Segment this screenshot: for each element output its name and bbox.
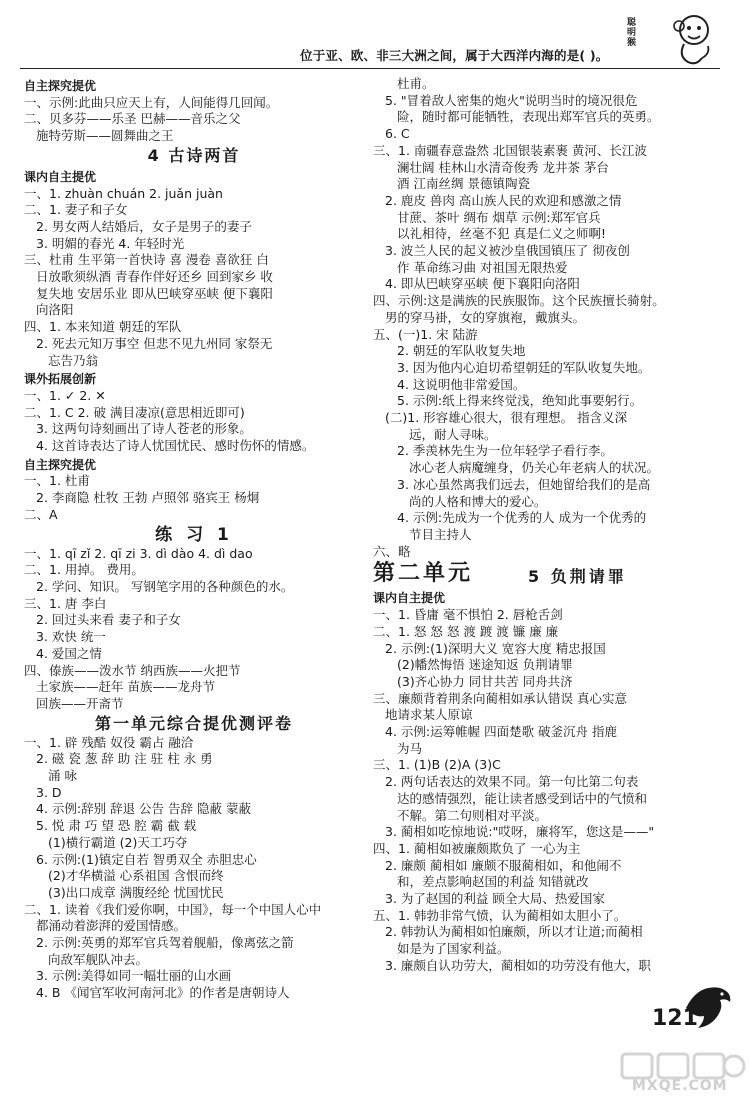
answer-line: 3. D (36, 784, 62, 800)
answer-line: 五、(一)1. 宋 陆游 (373, 326, 478, 342)
answer-line: 2. 鹿皮 兽肉 高山族人民的欢迎和感激之情 (385, 192, 622, 208)
answer-line: 复失地 安居乐业 即从巴峡穿巫峡 便下襄阳 (36, 285, 273, 301)
answer-line: (3)出口成章 满腹经纶 忧国忧民 (48, 884, 224, 900)
answer-line: 忘告乃翁 (48, 352, 99, 368)
answer-line: 三、1. (1)B (2)A (3)C (373, 757, 501, 773)
answer-line: 作 革命练习曲 对祖国无限热爱 (397, 259, 568, 275)
answer-line: 二、1. C 2. 破 满目凄凉(意思相近即可) (24, 404, 245, 420)
answer-line: 四、傣族——泼水节 纳西族——火把节 (24, 662, 241, 678)
answer-line: 尚的人格和博大的爱心。 (409, 493, 547, 509)
answer-line: 四、1. 蔺相如被廉颇欺负了 一心为主 (373, 840, 581, 856)
answer-line: 三、1. 南疆春意盎然 北国银装素裹 黄河、长江波 (373, 142, 647, 158)
left-column (24, 76, 364, 1002)
answer-line: 2. 示例:(1)深明大义 宽容大度 精忠报国 (385, 640, 606, 656)
right-column (373, 76, 713, 975)
answer-line: 一、1. qī zǐ 2. qī zi 3. dì dào 4. dì dao (24, 545, 253, 561)
answer-line: 日放歌须纵酒 青春作伴好还乡 回到家乡 收 (36, 269, 273, 285)
section-label: 课内自主提优 (373, 591, 446, 606)
answer-line: 杜甫。 (397, 76, 435, 91)
answer-line: 远，耐人寻味。 (409, 426, 497, 442)
answer-line: 5. 示例:纸上得来终觉浅，绝知此事要躬行。 (397, 393, 643, 409)
answer-line: (1)横行霸道 (2)天工巧夺 (48, 834, 188, 850)
section-label: 自主探究提优 (24, 79, 97, 93)
answer-line: 节目主持人 (409, 526, 472, 542)
answer-line: 三、杜甫 生平第一首快诗 喜 漫卷 喜欲狂 白 (24, 252, 269, 268)
answer-line: 二、1. 读着《我们爱你啊，中国》，每一个中国人心中 (24, 901, 322, 917)
section-title: 4 古诗两首 (147, 145, 241, 165)
answer-line: 都涌动着澎湃的爱国情感。 (36, 918, 187, 934)
answer-line: 施特劳斯——圆舞曲之王 (36, 128, 174, 144)
answer-line: 四、示例:这是满族的民族服饰。这个民族擅长骑射。 (373, 293, 665, 309)
answer-line: 五、1. 韩勃非常气愤，认为蔺相如太胆小了。 (373, 907, 627, 923)
header-rule (20, 68, 720, 69)
section-title: 第一单元综合提优测评卷 (94, 713, 293, 733)
watermark-text: MXQE.COM (632, 1078, 728, 1094)
lesson-title: 5 负荆请罪 (528, 567, 627, 587)
answer-line: 3. 廉颇自认功劳大，蔺相如的功劳没有他大，职 (385, 957, 651, 973)
answer-line: 3. 为了赵国的利益 顾全大局、热爱国家 (385, 891, 605, 907)
answer-line: 4. 示例:辞别 辞退 公告 告辞 隐蔽 蒙蔽 (36, 801, 251, 817)
answer-line: 5. "冒着敌人密集的炮火"说明当时的境况很危 (385, 92, 638, 108)
answer-line: 以礼相待，丝毫不犯 真是仁义之师啊! (397, 226, 606, 242)
answer-line: 涌 咏 (48, 768, 77, 784)
answer-line: (3)齐心协力 同甘共苦 同舟共济 (397, 673, 573, 689)
answer-line: 三、廉颇背着荆条向蔺相如承认错误 真心实意 (373, 690, 627, 706)
page-number: 121 (652, 1006, 698, 1031)
answer-line: 2. 韩勃认为蔺相如怕廉颇，所以才让道;而蔺相 (385, 924, 643, 940)
section-label: 课外拓展创新 (24, 372, 97, 387)
answer-line: 男的穿马褂，女的穿旗袍，戴旗头。 (385, 309, 586, 325)
section-label: 课内自主提优 (24, 169, 97, 184)
answer-line: 2. 回过头来看 妻子和子女 (36, 612, 181, 628)
answer-line: 地请求某人原谅 (385, 707, 473, 723)
answer-line: 一、1. 杜甫 (24, 473, 90, 489)
section-title: 练 习 1 (155, 524, 233, 545)
answer-line: (2)幡然悔悟 迷途知返 负荆请罪 (397, 657, 573, 673)
answer-line: 2. 男女两人结婚后，女子是男子的妻子 (36, 218, 252, 234)
answer-line: 二、1. 用掉。 费用。 (24, 562, 144, 578)
answer-line: 2. 李商隐 杜牧 王勃 卢照邻 骆宾王 杨炯 (36, 490, 260, 506)
answer-line: 4. 示例:运筹帷幄 四面楚歌 破釜沉舟 指鹿 (385, 724, 618, 740)
unit-title: 第二单元 (373, 561, 474, 587)
answer-line: 冰心老人病魔缠身，仍关心年老病人的状况。 (409, 460, 660, 476)
answer-line: 一、示例:此曲只应天上有，人间能得几回闻。 (24, 94, 279, 110)
answer-line: 6. C (385, 126, 410, 142)
answer-line: 酒 江南丝绸 景德镇陶瓷 (397, 176, 530, 192)
answer-line: 向敌军舰队冲去。 (48, 951, 149, 967)
answer-line: 4. 这首诗表达了诗人忧国忧民、感时伤怀的情感。 (36, 438, 315, 454)
answer-line: 4. 这说明他非常爱国。 (397, 376, 526, 392)
answer-line: 3. 冰心虽然离我们远去，但她留给我们的是高 (397, 476, 651, 492)
answer-line: (2)才华横溢 心系祖国 含恨而终 (48, 868, 224, 884)
answer-line: 2. 廉颇 蔺相如 廉颇不服蔺相如，和他闹不 (385, 857, 622, 873)
answer-line: 2. 学问、知识。 写钢笔字用的各种颜色的水。 (36, 578, 294, 594)
answer-line: 险，随时都可能牺牲，表现出郑军官兵的英勇。 (397, 109, 660, 125)
answer-line: 6. 示例:(1)镇定自若 智勇双全 赤胆忠心 (36, 851, 257, 867)
answer-line: 2. 季羡林先生为一位年轻学子看行李。 (397, 443, 613, 459)
answer-line: 澜壮阔 桂林山水清奇俊秀 龙井茶 茅台 (397, 159, 609, 175)
answer-line: 和，差点影响赵国的利益 知错就改 (397, 874, 589, 890)
answer-line: 三、1. 唐 李白 (24, 595, 107, 611)
answer-line: 二、贝多芬——乐圣 巴赫——音乐之父 (24, 111, 241, 127)
answer-line: 2. 朝廷的军队收复失地 (397, 343, 526, 359)
answer-line: (二)1. 形容雄心很大，很有理想。 指含义深 (385, 410, 628, 426)
answer-line: 如是为了国家利益。 (397, 941, 510, 957)
answer-line: 土家族——赶年 苗族——龙舟节 (36, 679, 215, 695)
answer-line: 4. 爱国之情 (36, 645, 102, 661)
monkey-mascot-icon (658, 8, 714, 66)
answer-line: 回族——开斋节 (36, 695, 124, 711)
answer-line: 2. 死去元知万事空 但悲不见九州同 家祭无 (36, 335, 273, 351)
answer-line: 不解。第二句则相对平淡。 (397, 807, 548, 823)
answer-line: 3. 欢快 统一 (36, 629, 106, 645)
answer-line: 一、1. 辟 残酷 奴役 霸占 融洽 (24, 734, 194, 750)
answer-line: 一、1. zhuàn chuán 2. juǎn juàn (24, 185, 223, 201)
answer-line: 向洛阳 (36, 302, 74, 318)
answer-line: 甘蔗、茶叶 绸布 烟草 示例:郑军官兵 (397, 209, 601, 225)
header-question: 位于亚、欧、非三大洲之间，属于大西洋内海的是( )。 (300, 48, 609, 63)
answer-line: 2. 磁 瓷 葱 辞 助 注 驻 柱 永 勇 (36, 751, 213, 767)
answer-line: 3. 这两句诗刻画出了诗人苍老的形象。 (36, 421, 252, 437)
answer-line: 4. B 《闻官军收河南河北》的作者是唐朝诗人 (36, 985, 290, 1001)
answer-line: 六、略 (373, 543, 411, 559)
answer-line: 为马 (397, 740, 423, 756)
mascot-label: 聪明猴 (627, 18, 637, 48)
unit-heading (373, 560, 713, 588)
answer-line: 3. 蔺相如吃惊地说:"哎呀，廉将军，您这是——" (385, 824, 655, 840)
answer-line: 5. 悦 肃 巧 望 恐 腔 霸 截 载 (36, 818, 197, 834)
answer-line: 2. 两句话表达的效果不同。第一句比第二句表 (385, 774, 639, 790)
answer-line: 4. 示例:先成为一个优秀的人 成为一个优秀的 (397, 510, 647, 526)
answer-line: 一、1. ✓ 2. ✕ (24, 387, 106, 403)
answer-line: 2. 示例:英勇的郑军官兵驾着舰船，像离弦之箭 (36, 935, 294, 951)
answer-line: 二、A (24, 506, 58, 522)
answer-line: 二、1. 妻子和子女 (24, 202, 128, 218)
answer-line: 3. 示例:美得如同一幅壮丽的山水画 (36, 968, 232, 984)
answer-line: 3. 因为他内心迫切希望朝廷的军队收复失地。 (397, 359, 651, 375)
answer-line: 3. 明媚的春光 4. 年轻时光 (36, 235, 185, 251)
answer-line: 二、1. 怒 怒 怒 渡 踱 渡 镰 廉 廉 (373, 623, 559, 639)
answer-line: 3. 波兰人民的起义被沙皇俄国镇压了 彻夜创 (385, 243, 630, 259)
answer-line: 达的感情强烈，能让读者感受到话中的气愤和 (397, 790, 648, 806)
answer-line: 四、1. 本来知道 朝廷的军队 (24, 319, 182, 335)
answer-line: 一、1. 昏庸 毫不惧怕 2. 唇枪舌剑 (373, 607, 563, 623)
section-label: 自主探究提优 (24, 457, 97, 472)
answer-line: 4. 即从巴峡穿巫峡 便下襄阳向洛阳 (385, 276, 580, 292)
